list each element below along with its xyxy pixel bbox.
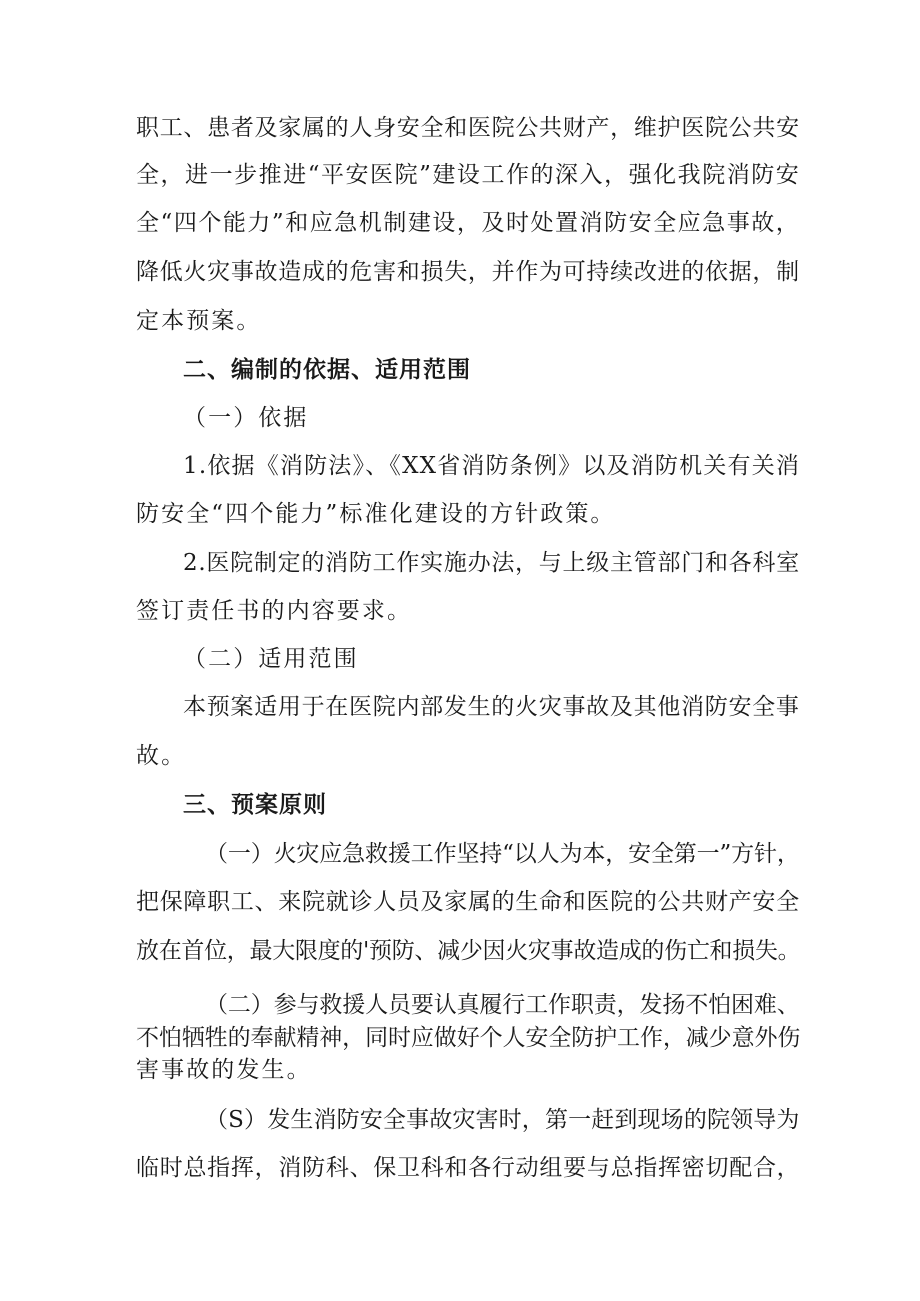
paragraph-line: 职工、患者及家属的人身安全和医院公共财产，维护医院公共安 xyxy=(136,115,800,141)
section-heading: 三、预案原则 xyxy=(183,792,327,818)
paragraph-line: 把保障职工、来院就诊人员及家属的生命和医院的公共财产安全 xyxy=(136,889,800,915)
paragraph-line: （S）发生消防安全事故灾害时，第一赶到现场的院领导为 xyxy=(205,1107,800,1133)
paragraph-line: 全，进一步推进“平安医院”建设工作的深入，强化我院消防安 xyxy=(136,162,801,188)
paragraph-line: 1.依据《消防法》、《XX省消防条例》以及消防机关有关消 xyxy=(183,453,801,479)
paragraph-line: 2.医院制定的消防工作实施办法，与上级主管部门和各科室 xyxy=(183,550,800,576)
paragraph-line: 本预案适用于在医院内部发生的火灾事故及其他消防安全事 xyxy=(183,694,800,720)
paragraph-line: 全“四个能力”和应急机制建设，及时处置消防安全应急事故， xyxy=(136,210,801,236)
paragraph-line: 临时总指挥，消防科、保卫科和各行动组要与总指挥密切配合， xyxy=(136,1155,801,1181)
paragraph-line: 定本预案。 xyxy=(136,308,262,334)
paragraph-line: 故。 xyxy=(136,743,187,769)
paragraph-line: （一）火灾应急救援工作坚持“以人为本，安全第一”方针， xyxy=(205,841,800,867)
subsection-heading: （一）依据 xyxy=(183,405,309,431)
paragraph-line: 降低火灾事故造成的危害和损失，并作为可持续改进的依据，制 xyxy=(136,259,800,285)
paragraph-line: 防安全“四个能力”标准化建设的方针政策。 xyxy=(136,501,616,527)
subsection-heading: （二）适用范围 xyxy=(183,646,359,672)
section-heading: 二、编制的依据、适用范围 xyxy=(183,357,471,383)
paragraph-line: 害事故的发生。 xyxy=(136,1057,312,1083)
paragraph-line: 不怕牺牲的奉献精神，同时应做好个人安全防护工作，减少意外伤 xyxy=(136,1025,801,1051)
paragraph-line: 签订责任书的内容要求。 xyxy=(136,598,413,624)
paragraph-line: 放在首位，最大限度的'预防、减少因火灾事故造成的伤亡和损失。 xyxy=(136,938,801,964)
paragraph-line: （二）参与救援人员要认真履行工作职责，发扬不怕困难、 xyxy=(205,992,800,1018)
